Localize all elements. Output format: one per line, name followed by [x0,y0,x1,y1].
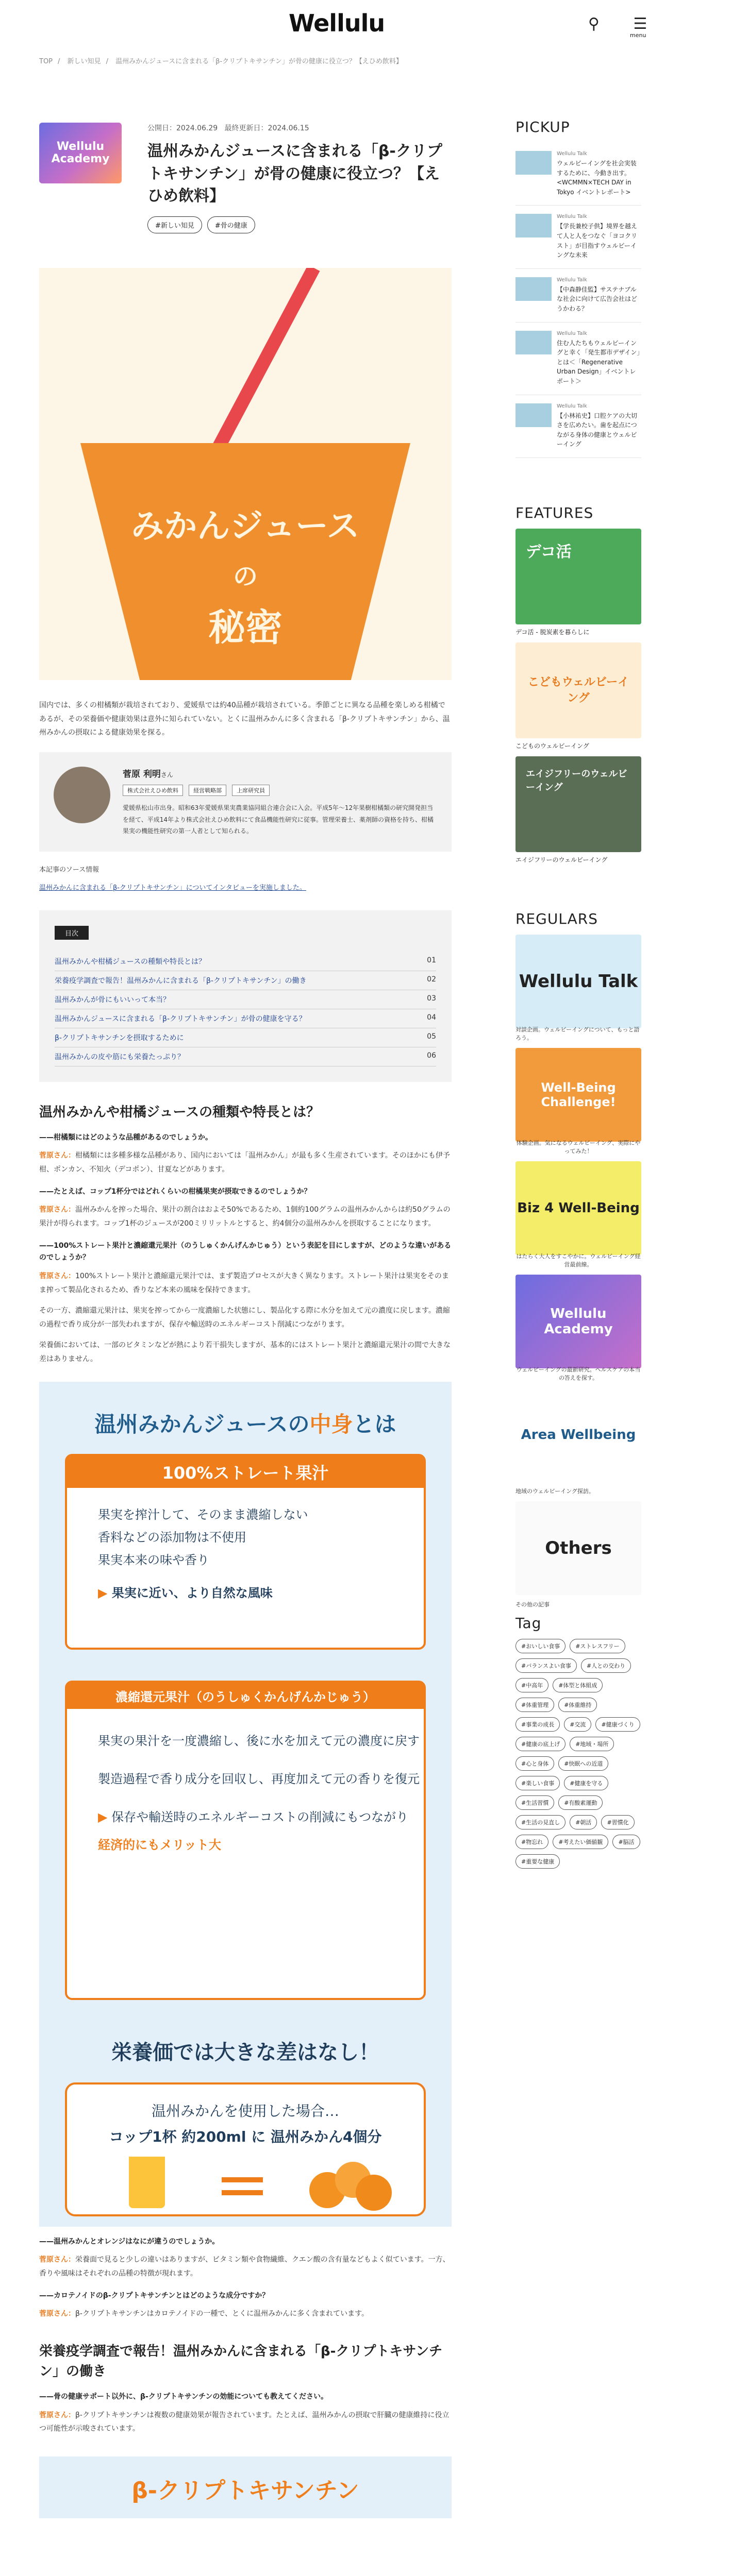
pickup-item[interactable]: Wellulu Talk 住む人たちもウェルビーイングと幸く「発生都市デザイン」とは＜「Regenerative Urban Design」イベントレポート＞ [515,323,641,395]
pickup-thumbnail [515,403,552,427]
toc-label: 目次 [55,926,89,940]
tag-link[interactable]: #バランスよい食事 [515,1658,577,1673]
toc-item[interactable]: 温州みかんや柑橘ジュースの種類や特長とは？ 01 [55,952,436,971]
tag-link[interactable]: #快眠への近道 [558,1756,608,1771]
hero-text-2: の [232,562,258,591]
regular-card[interactable]: Others その他の記事 [515,1501,641,1595]
box-item: 果実の果汁を一度濃縮し、後に水を加えて元の濃度に戻す [98,1733,420,1748]
pickup-thumbnail [515,151,552,175]
juice-amount-box [65,2082,426,2216]
pickup-title: PICKUP [515,118,570,135]
tag-link[interactable]: #重要な健康 [515,1854,560,1869]
box-note: 経済的にもメリット大 [98,1837,222,1852]
arrow-icon: ▶ [98,1809,112,1824]
straight-juice-box [65,1454,426,1650]
regular-card[interactable]: Biz 4 Well-Being はたらく大人をすこやかに。ウェルビーイング経営最前線。 [515,1161,641,1255]
feature-card[interactable]: エイジフリーのウェルビーイング エイジフリーのウェルビーイング [515,756,641,864]
tag-link[interactable]: #考えたい価値観 [553,1835,608,1849]
article-tag[interactable]: #骨の健康 [207,216,255,233]
tag-link[interactable]: #人との交わり [581,1658,631,1673]
box-heading: 濃縮還元果汁（のうしゅくかんげんかじゅう） [67,1683,424,1709]
box-item: 香料などの添加物は不使用 [98,1530,246,1545]
juice-glass-icon [129,2157,165,2208]
answer: 菅原さん：100%ストレート果汁と濃縮還元果汁では、まず製造プロセスが大きく異なります。ストレート果汁は果実をそのまま搾って製品化されるため、香りなど本来の風味を保持できます。 [39,1272,449,1294]
section-heading: 栄養疫学調査で報告！温州みかんに含まれる「β-クリプトキサンチン」の働き [39,2344,443,2380]
question: ——カロテノイドのβ-クリプトキサンチンとはどのような成分ですか？ [39,2291,270,2300]
feature-card[interactable]: デコ活 デコ活 - 脱炭素を暮らしに [515,529,641,636]
answer: 菅原さん：β-クリプトキサンチンはカロテノイドの一種で、とくに温州みかんに多く含まれています。 [39,2310,369,2318]
tag-link[interactable]: #健康の底上げ [515,1737,565,1751]
arrow-icon: ▶ [98,1585,112,1600]
tag-link[interactable]: #健康を守る [564,1776,608,1790]
source-label: 本記事のソース情報 [39,866,99,874]
question: ——温州みかんとオレンジはなにが違うのでしょうか。 [39,2237,220,2246]
question: ——柑橘類にはどのような品種があるのでしょうか。 [39,1133,212,1142]
tag-link[interactable]: #楽しい食事 [515,1776,560,1790]
author-suffix: さん [160,771,173,778]
site-header [0,0,732,49]
table-of-contents [39,910,452,1082]
tag-link[interactable]: #ストレスフリー [570,1639,625,1653]
question: ——たとえば、コップ1杯分ではどれくらいの柑橘果実が摂取できるのでしょうか？ [39,1187,311,1196]
straw-shape [211,268,320,453]
toc-item[interactable]: β-クリプトキサンチンを摂取するために 05 [55,1028,436,1047]
box-note: ▶ 果実に近い、より自然な風味 [98,1585,273,1600]
breadcrumb-category[interactable]: 新しい知見 [67,58,101,65]
question: ——骨の健康サポート以外に、β-クリプトキサンチンの効能についても教えてください。 [39,2393,328,2401]
oranges-icon [309,2162,392,2208]
tag-link[interactable]: #体重管理 [515,1698,554,1712]
box-item: ▶ 保存や輸送時のエネルギーコストの削減にもつながり [98,1809,409,1824]
answer-continued: 栄養価においては、一部のビタミンなどが熱により若干損失しますが、基本的にはストレート果汁と濃縮還元果汁の間で大きな差はありません。 [39,1341,451,1364]
toc-item[interactable]: 温州みかんジュースに含まれる「β-クリプトキサンチン」が骨の健康を守る？ 04 [55,1009,436,1028]
infographic [39,1382,452,2227]
search-icon[interactable]: ⚲ [588,14,600,33]
tag-link[interactable]: #体重維持 [558,1698,597,1712]
tag-link[interactable]: #物忘れ [515,1835,548,1849]
tag-link[interactable]: #生活習慣 [515,1795,554,1810]
box-item: 果実本来の味や香り [98,1552,209,1567]
breadcrumb: TOP / 新しい知見 / 温州みかんジュースに含まれる「β-クリプトキサンチン」が骨の健康に役立つ？【えひめ飲料】 [39,58,403,65]
speaker-label: 菅原さん： [39,1151,75,1160]
answer: 菅原さん：温州みかんを搾った場合、果汁の割合はおよそ50%であるため、1個約100グラムの温州みかんからは約50グラムの果汁が得られます。コップ1杯のジュースが200ミリリットルとすると、約4個分の温州みかんを摂取することになります。 [39,1206,451,1228]
regular-card[interactable]: Well-Being Challenge! 体験企画。気になるウェルビーイング、実際にやってみた！ [515,1048,641,1142]
tag-link[interactable]: #おいしい食事 [515,1639,565,1653]
box-item: 製造過程で香り成分を回収し、再度加えて元の香りを復元 [98,1771,420,1786]
article [39,118,452,2518]
tag-link[interactable]: #事業の成長 [515,1717,560,1732]
pickup-item[interactable]: Wellulu Talk ウェルビーイングを社会実装するために、今動き出す。<WCMMN×TECH DAY in Tokyo イベントレポート> [515,143,641,206]
hero-image [39,268,452,680]
published-date: 公開日：2024.06.29 [147,124,218,132]
toc-item[interactable]: 温州みかんの皮や筋にも栄養たっぷり？ 06 [55,1047,436,1066]
bottom-banner: β-クリプトキサンチン [39,2456,452,2518]
author-name-row [123,767,437,779]
tag-cloud [515,1639,641,1869]
box-heading: 100%ストレート果汁 [67,1456,424,1488]
source-link[interactable]: 温州みかんに含まれる「β-クリプトキサンチン」についてインタビューを実施しました。 [39,884,306,892]
breadcrumb-top[interactable]: TOP [39,58,53,65]
regulars-title: REGULARS [515,910,598,927]
author-bio: 愛媛県松山市出身。昭和63年愛媛県果実農業協同組合連合会に入会。平成5年〜12年果樹柑橘類の研究開発担当を経て、平成14年より株式会社えひめ飲料にて食品機能性研究に従事。管理栄養士、薬剤師の資格を持ち、柑橘果実の機能性研究の第一人者として知られる。 [123,804,434,835]
regular-card[interactable]: Area Wellbeing 地域のウェルビーイング探訪。 [515,1388,641,1482]
pickup-thumbnail [515,277,552,301]
sidebar [515,118,641,1869]
author-avatar [54,767,110,823]
breadcrumb-current: 温州みかんジュースに含まれる「β-クリプトキサンチン」が骨の健康に役立つ？【えひめ飲料】 [115,58,403,65]
juice-line: コップ1杯 約200ml に 温州みかん4個分 [109,2128,382,2145]
juice-heading: 温州みかんを使用した場合… [151,2102,339,2120]
equals-icon [222,2177,263,2182]
key-message: 栄養価では大きな差はなし！ [111,2040,379,2064]
pickup-thumbnail [515,331,552,354]
section-heading: 温州みかんや柑橘ジュースの種類や特長とは？ [39,1104,320,1120]
answer-continued: その一方、濃縮還元果汁は、果実を搾ってから一度濃縮した状態にし、製品化する際に水分を加えて元の濃度に戻します。濃縮の過程で香り成分が一部失われますが、保存や輸送時のエネルギーコスト削減につながります。 [39,1307,450,1329]
article-dates [147,123,309,133]
pickup-item[interactable]: Wellulu Talk 【中森静佳監】サステナブルな社会に向けて広告会社はどうかわる？ [515,269,641,323]
regular-card[interactable]: Wellulu Talk 対談企画。ウェルビーイングについて、もっと語ろう。 [515,935,641,1028]
regular-card[interactable]: Wellulu Academy ウェルビーイングの最新研究。ヘルスケアの本当の答えを探す。 [515,1275,641,1368]
updated-date: 最終更新日：2024.06.15 [224,124,309,132]
pickup-thumbnail [515,214,552,238]
answer: 菅原さん：栄養面で見ると少しの違いはありますが、ビタミン類や食物繊維、クエン酸の含有量などもよく似ています。一方、香りや風味はそれぞれの品種の特徴が現れます。 [39,2256,450,2278]
question: ——100%ストレート果汁と濃縮還元果汁（のうしゅくかんげんかじゅう）という表記を目にしますが、どのような違いがあるのでしょうか？ [39,1241,452,1262]
toc-item[interactable]: 温州みかんが骨にもいいって本当？ 03 [55,990,436,1009]
equals-icon [222,2190,263,2195]
tag-link[interactable]: #有酸素運動 [558,1795,603,1810]
box-item: 果実を搾汁して、そのまま濃縮しない [98,1507,308,1522]
tag-link[interactable]: #脳活 [612,1835,640,1849]
tag-link[interactable]: #中高年 [515,1678,548,1692]
infographic-title: 温州みかんジュースの中身とは [94,1411,396,1437]
author-name: 菅原 利明 [123,769,161,779]
concentrate-juice-box [65,1681,426,2000]
hero-text-3: 秘密 [208,606,282,649]
menu-label: menu [630,32,646,39]
tag-link[interactable]: #心と身体 [515,1756,554,1771]
author-chip: 経営戦略部 [189,785,226,796]
hero-text-1: みかんジュース [131,507,360,546]
pickup-item[interactable]: Wellulu Talk 【小林祐史】口腔ケアの大切さを広めたい。歯を起点につながる身体の健康とウェルビーイング [515,395,641,458]
tag-link[interactable]: #健康づくり [595,1717,640,1732]
article-intro: 国内では、多くの柑橘類が栽培されており、愛媛県では約40品種が栽培されている。季節ごとに異なる品種を楽しめる柑橘であるが、その栄養価や健康効果は意外に知られていない。とくに温州みかんに多く含まれる「β-クリプトキサンチン」から、温州みかんの摂取による健康効果を探る。 [39,701,450,737]
answer: 菅原さん：β-クリプトキサンチンは複数の健康効果が報告されています。たとえば、温州みかんの摂取で肝臓の健康維持に役立つ可能性が示唆されています。 [39,2411,450,2433]
author-box [39,752,452,852]
author-chip: 上席研究員 [232,785,270,796]
toc-item[interactable]: 栄養疫学調査で報告！温州みかんに含まれる「β-クリプトキサンチン」の働き 02 [55,971,436,990]
site-logo[interactable]: Wellulu [289,9,385,37]
features-title: FEATURES [515,504,594,521]
tag-title: Tag [515,1614,542,1632]
tag-link[interactable]: #体型と体組成 [553,1678,603,1692]
tag-link[interactable]: #地域・場所 [570,1737,614,1751]
answer: 菅原さん：柑橘類には多種多様な品種があり、国内においては「温州みかん」が最も多く生産されています。そのほかにも伊予柑、ポンカン、不知火（デコポン）、甘夏などがあります。 [39,1151,450,1174]
feature-card[interactable]: こどもウェルビーイング こどものウェルビーイング [515,642,641,750]
tag-link[interactable]: #生活の見直し [515,1815,565,1829]
author-chip: 株式会社えひめ飲料 [123,785,183,796]
tag-link[interactable]: #朝活 [570,1815,597,1829]
article-thumbnail: Wellulu Academy [39,123,122,183]
article-tag[interactable]: #新しい知見 [147,216,202,233]
menu-icon[interactable]: ☰ [633,14,647,33]
tag-link[interactable]: #習慣化 [601,1815,634,1829]
article-title: 温州みかんジュースに含まれる「β-クリプトキサンチン」が骨の健康に役立つ？【えひめ飲料】 [147,142,442,205]
tag-link[interactable]: #交流 [564,1717,591,1732]
pickup-item[interactable]: Wellulu Talk 【学長兼校子供】境界を越えて人と人をつなぐ「ヨコクリスト」が目指すウェルビーイングな未来 [515,206,641,268]
